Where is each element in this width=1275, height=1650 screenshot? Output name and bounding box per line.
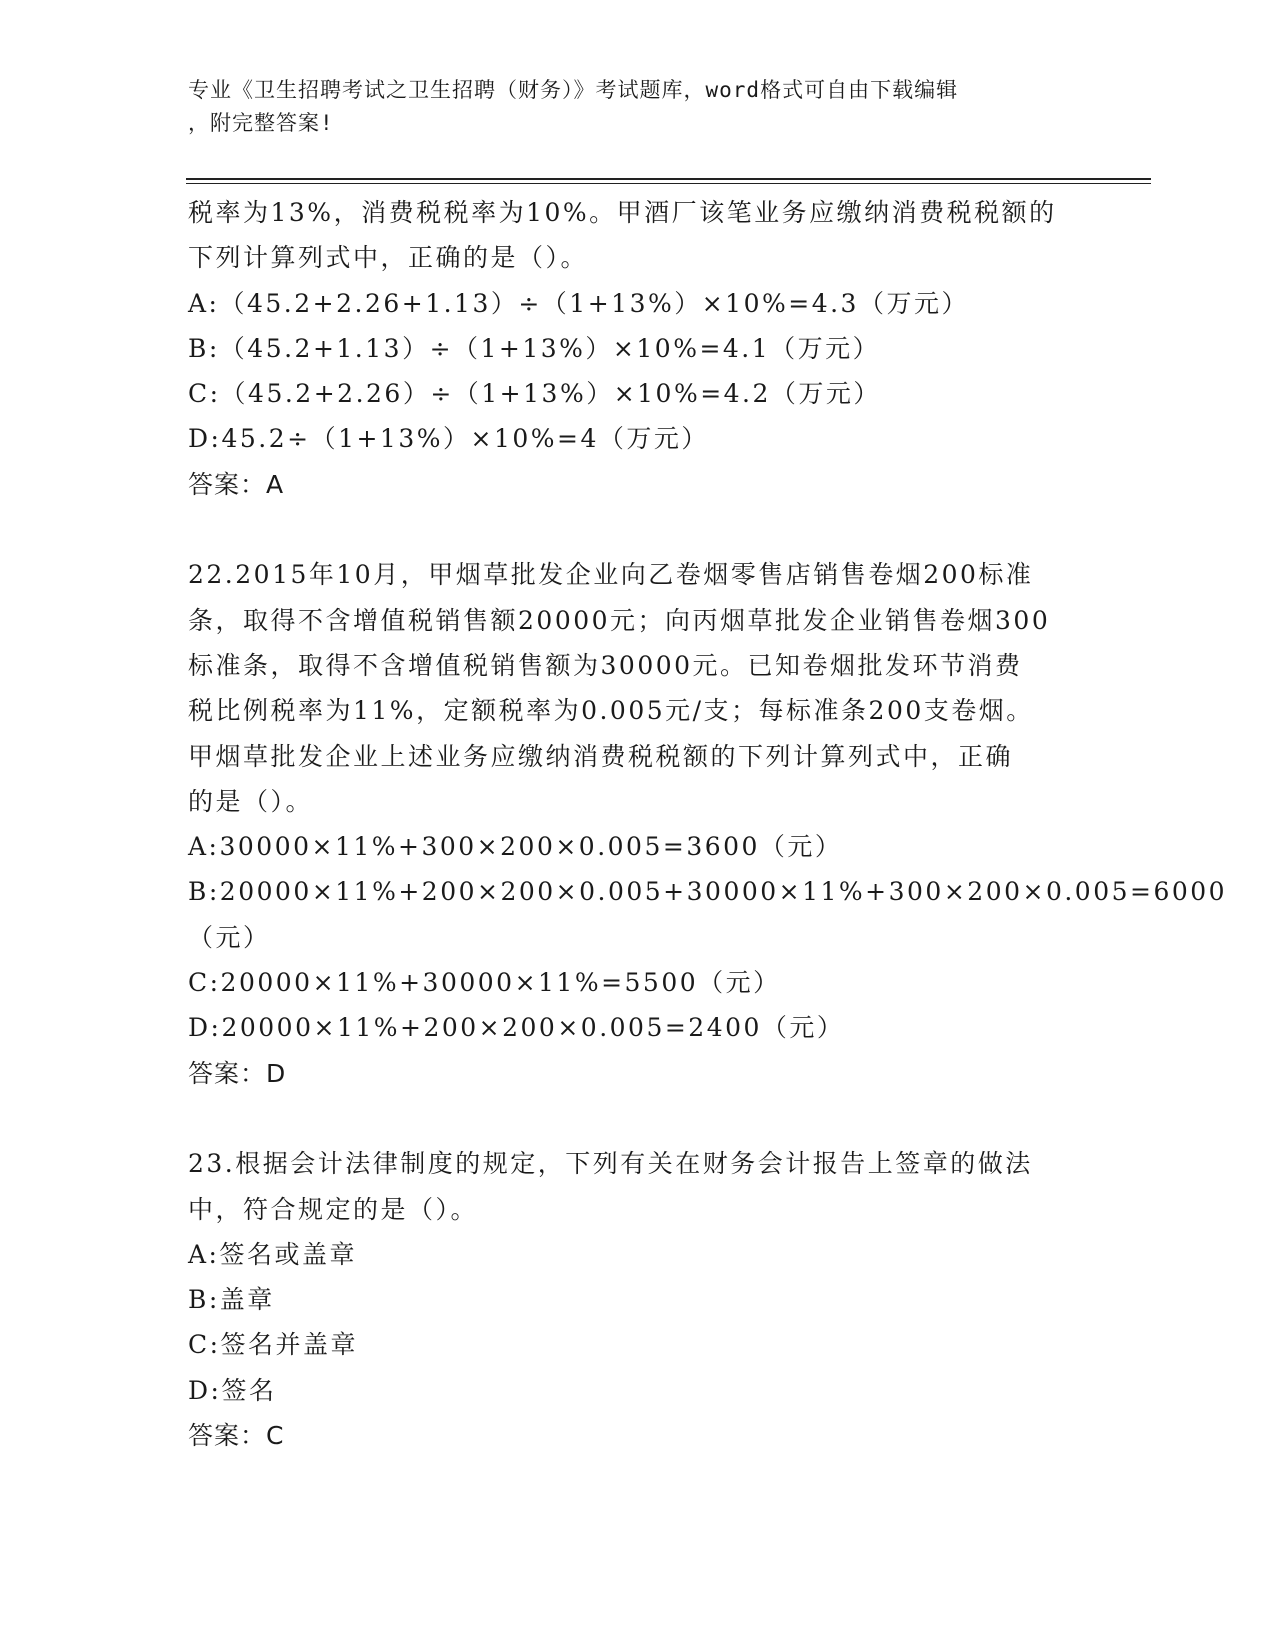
question-stem-line: 条，取得不含增值税销售额20000元；向丙烟草批发企业销售卷烟300 [188,605,1051,635]
answer-label: 答案：A [188,469,285,499]
option-a: A:（45.2+2.26+1.13）÷（1+13%）×10%=4.3（万元） [188,288,969,318]
spacer [188,1096,1088,1141]
spacer [188,507,1088,552]
question-stem-line: 22.2015年10月，甲烟草批发企业向乙卷烟零售店销售卷烟200标准 [188,560,1034,590]
question-stem-line: 甲烟草批发企业上述业务应缴纳消费税税额的下列计算列式中，正确 [188,741,1014,771]
option-d: D:20000×11%+200×200×0.005=2400（元） [188,1013,845,1043]
question-22 [188,552,1228,1096]
header-line-2: ，附完整答案! [188,111,334,135]
answer-label: 答案：C [188,1421,285,1451]
option-c: C:（45.2+2.26）÷（1+13%）×10%=4.2（万元） [188,379,881,409]
option-c: C:签名并盖章 [188,1330,359,1360]
question-stem-line: 标准条，取得不含增值税销售额为30000元。已知卷烟批发环节消费 [188,650,1023,680]
option-b-continued: （元） [188,922,271,952]
question-21 [188,190,1088,507]
option-d: D:45.2÷（1+13%）×10%=4（万元） [188,424,709,454]
question-23 [188,1141,1088,1458]
question-stem-line: 中，符合规定的是（）。 [188,1194,479,1224]
question-stem-line: 税率为13%，消费税税率为10%。甲酒厂该笔业务应缴纳消费税税额的 [188,198,1057,227]
option-a: A:签名或盖章 [188,1239,357,1269]
question-stem-line: 税比例税率为11%，定额税率为0.005元/支；每标准条200支卷烟。 [188,696,1034,726]
option-b: B:（45.2+1.13）÷（1+13%）×10%=4.1（万元） [188,333,881,363]
question-stem-line: 23.根据会计法律制度的规定，下列有关在财务会计报告上签章的做法 [188,1149,1033,1179]
option-a: A:30000×11%+300×200×0.005=3600（元） [188,832,843,862]
option-b: B:20000×11%+200×200×0.005+30000×11%+300×200×0.005=6000 [188,877,1228,907]
header-divider-thick [186,178,1151,180]
option-b: B:盖章 [188,1285,275,1315]
option-c: C:20000×11%+30000×11%=5500（元） [188,968,781,998]
header-divider-thin [186,183,1151,184]
question-list [188,190,1228,1458]
question-stem-line: 的是（）。 [188,786,314,816]
page-header [188,74,1068,140]
answer-label: 答案：D [188,1058,287,1088]
header-line-1: 专业《卫生招聘考试之卫生招聘（财务）》考试题库，word格式可自由下载编辑 [188,78,959,102]
option-d: D:签名 [188,1375,277,1405]
question-stem-line: 下列计算列式中，正确的是（）。 [188,243,589,273]
